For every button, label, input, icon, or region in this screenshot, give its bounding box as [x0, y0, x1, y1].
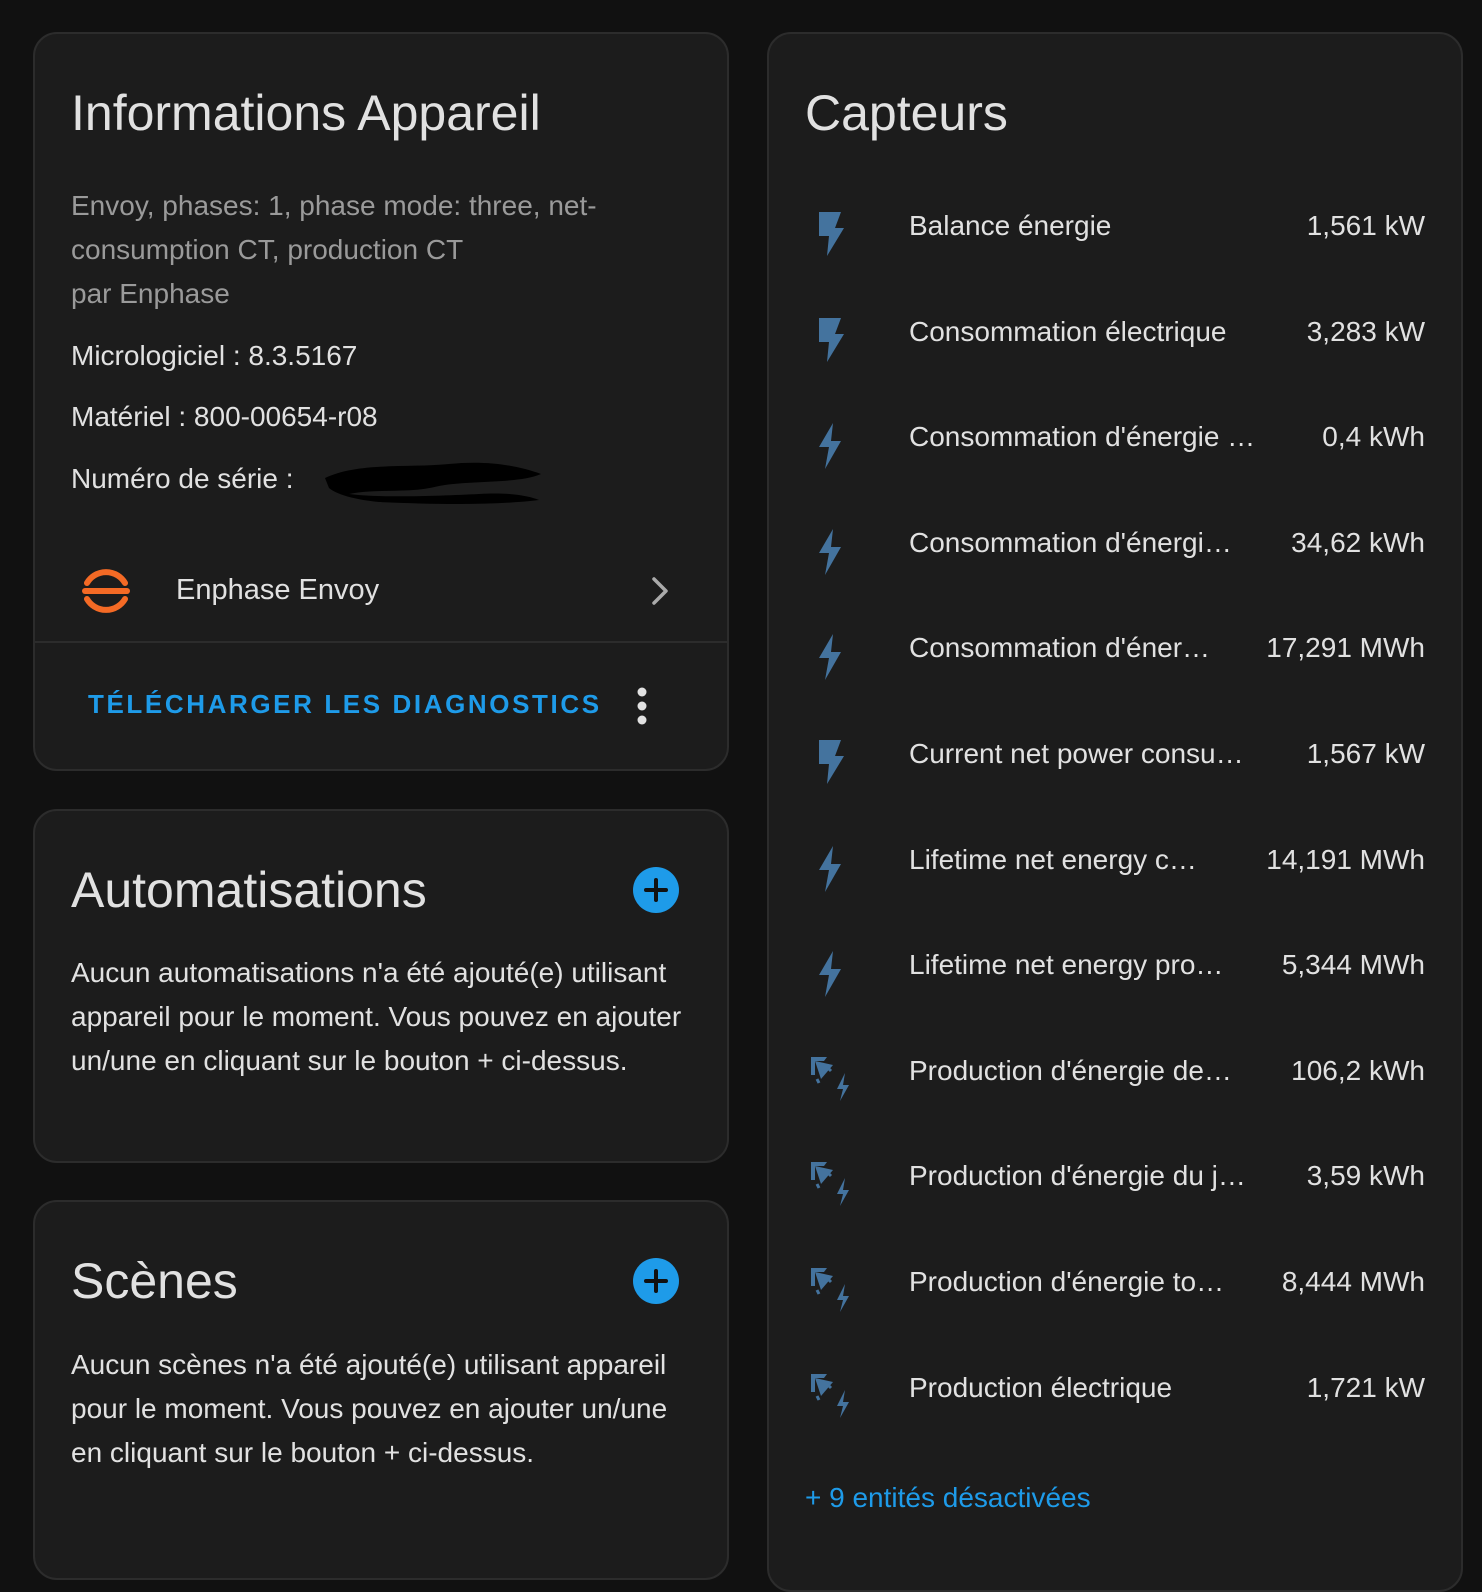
solar-power-icon: [807, 1370, 853, 1424]
sensor-name: Consommation d'énergi…: [909, 527, 1232, 558]
sensor-row[interactable]: [769, 1053, 1461, 1159]
chevron-right-icon: [647, 574, 673, 608]
sensor-value: 1,561 kW: [1306, 210, 1425, 241]
sensor-value: 5,344 MWh: [1281, 949, 1425, 980]
automations-title: Automatisations: [71, 862, 427, 918]
card-divider: [35, 641, 727, 643]
sensor-row[interactable]: [769, 208, 1461, 314]
sensor-name: Current net power consu…: [909, 738, 1244, 769]
sensor-value: 34,62 kWh: [1291, 527, 1425, 558]
sensor-row[interactable]: [769, 419, 1461, 525]
device-serial-label: Numéro de série :: [71, 463, 294, 494]
sensor-value: 14,191 MWh: [1266, 844, 1425, 875]
sensor-row[interactable]: [769, 630, 1461, 736]
scenes-card: [33, 1200, 729, 1580]
flash-icon: [807, 314, 853, 368]
download-diagnostics-button[interactable]: TÉLÉCHARGER LES DIAGNOSTICS: [88, 689, 602, 719]
device-info-title: Informations Appareil: [71, 85, 541, 141]
redacted-serial-scribble: [319, 454, 547, 512]
sensor-value: 3,59 kWh: [1306, 1160, 1425, 1191]
device-firmware: Micrologiciel : 8.3.5167: [71, 340, 358, 371]
scenes-title: Scènes: [71, 1253, 238, 1309]
integration-row[interactable]: [35, 554, 727, 642]
sensor-name: Consommation d'énergie …: [909, 421, 1256, 452]
sensors-card: [767, 32, 1463, 1592]
add-automation-button[interactable]: [633, 867, 679, 913]
sensor-name: Lifetime net energy pro…: [909, 949, 1224, 980]
sensor-row[interactable]: [769, 1158, 1461, 1264]
sensor-value: 1,721 kW: [1306, 1372, 1425, 1403]
sensor-value: 3,283 kW: [1306, 316, 1425, 347]
flash-icon: [807, 736, 853, 790]
scenes-empty-text: Aucun scènes n'a été ajouté(e) utilisant appareil pour le moment. Vous pouvez en ajouter un/une en cliquant sur le bouton + ci-dessus.: [71, 1349, 668, 1468]
sensor-row[interactable]: [769, 736, 1461, 842]
sensor-row[interactable]: [769, 314, 1461, 420]
lightning-bolt-icon: [807, 419, 853, 473]
sensor-name: Production d'énergie de…: [909, 1055, 1232, 1086]
sensor-row[interactable]: [769, 947, 1461, 1053]
sensor-name: Lifetime net energy c…: [909, 844, 1197, 875]
sensor-row[interactable]: [769, 842, 1461, 948]
integration-name: Enphase Envoy: [176, 574, 380, 606]
sensor-name: Production d'énergie du j…: [909, 1160, 1246, 1191]
disabled-entities-link[interactable]: + 9 entités désactivées: [805, 1482, 1091, 1513]
enphase-logo-icon: [79, 564, 133, 618]
automations-empty-text: Aucun automatisations n'a été ajouté(e) utilisant appareil pour le moment. Vous pouvez en ajouter un/une en cliquant sur le bouton + ci-dessus.: [71, 957, 682, 1076]
device-hardware: Matériel : 800-00654-r08: [71, 401, 378, 432]
sensor-row[interactable]: [769, 1370, 1461, 1476]
sensor-name: Consommation électrique: [909, 316, 1227, 347]
sensor-value: 106,2 kWh: [1291, 1055, 1425, 1086]
lightning-bolt-icon: [807, 630, 853, 684]
sensor-row[interactable]: [769, 525, 1461, 631]
lightning-bolt-icon: [807, 947, 853, 1001]
plus-icon: [643, 877, 669, 903]
flash-icon: [807, 208, 853, 262]
lightning-bolt-icon: [807, 842, 853, 896]
sensor-value: 8,444 MWh: [1281, 1266, 1425, 1297]
lightning-bolt-icon: [807, 525, 853, 579]
solar-power-icon: [807, 1264, 853, 1318]
sensor-name: Balance énergie: [909, 210, 1112, 241]
solar-power-icon: [807, 1158, 853, 1212]
sensor-name: Production d'énergie to…: [909, 1266, 1225, 1297]
more-options-icon[interactable]: [629, 686, 655, 726]
sensor-row[interactable]: [769, 1264, 1461, 1370]
sensors-title: Capteurs: [805, 85, 1008, 141]
add-scene-button[interactable]: [633, 1258, 679, 1304]
automations-card: [33, 809, 729, 1163]
sensor-name: Consommation d'éner…: [909, 632, 1211, 663]
sensor-value: 17,291 MWh: [1266, 632, 1425, 663]
sensor-name: Production électrique: [909, 1372, 1173, 1403]
device-info-card: [33, 32, 729, 771]
device-manufacturer: par Enphase: [71, 278, 230, 309]
plus-icon: [643, 1268, 669, 1294]
device-description: Envoy, phases: 1, phase mode: three, net-consumption CT, production CT: [71, 190, 597, 265]
solar-power-icon: [807, 1053, 853, 1107]
sensor-value: 1,567 kW: [1306, 738, 1425, 769]
sensor-value: 0,4 kWh: [1322, 421, 1425, 452]
